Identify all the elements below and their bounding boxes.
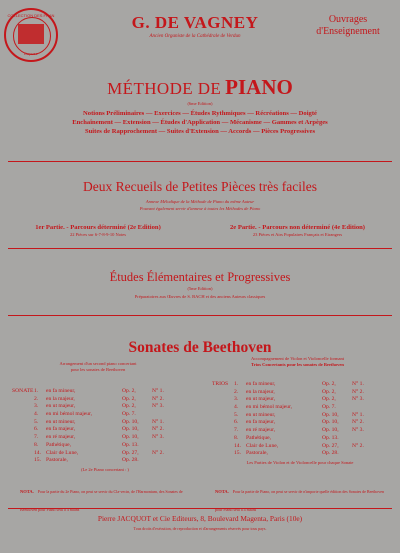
sonata-opus: Op. 2, [322,388,336,395]
sonata-opus: Op. 27, [122,449,139,456]
sonata-opus: Op. 2, [322,381,336,387]
sonata-row [34,396,189,404]
sonata-number: 6. [34,426,39,433]
part-2 [200,224,395,238]
sonata-number: 8. [234,434,239,441]
sonata-opus-number: N° 2. [152,426,164,433]
sonata-key: en la majeur, [246,388,275,395]
sonate-label: SONATE [12,388,34,394]
part-2-title: 2e Partie. - Parcours non déterminé (4e Edition) [229,224,366,231]
recueils-title: Deux Recueils de Petites Pièces très faciles [83,179,317,194]
sonata-opus: Op. 10, [122,434,139,441]
sonata-key: en ut mineur, [246,411,276,418]
sonata-opus: Op. 10, [322,411,339,418]
sonata-opus: Op. 2, [322,396,336,403]
right-intro-line-2: Trios Concertants pour les sonates de Beethoven [251,361,344,367]
series-line-2: d'Enseignement [316,26,380,37]
sonata-key: en mi bémol majeur, [46,411,93,418]
recueils-note-2: Pouvant également servir d'annexe à toutes les Méthodes de Piano [139,206,261,211]
right-nota [215,480,390,516]
right-nota-label: NOTA. [215,489,229,494]
methode-edition: (6me Edition) [187,101,213,106]
sonata-opus-number: N° 3. [152,434,164,441]
seal-emblem-icon [18,24,44,44]
sonata-opus: Op. 10, [122,418,139,425]
sonata-opus: Op. 2, [122,395,136,402]
sonata-opus-number: N° 2. [152,395,164,402]
etudes-edition: (5me Edition) [187,286,213,291]
author-name: G. DE VAGNEY [131,13,259,32]
sonata-row [234,427,389,435]
topics-line-1: Notions Préliminaires — Exercices — Études Rythmiques — Récréations — Doigté [83,110,317,117]
sonata-row [234,450,389,458]
sonata-key: Pathétique, [46,441,72,448]
sonata-number: 4. [34,411,39,418]
sonata-opus: Op. 13. [122,441,139,448]
sonata-opus-number: N° 1. [152,418,164,425]
sonata-number: 14. [34,449,41,456]
seal-bottom-text: Depose [24,51,38,56]
sonata-opus-number: N° 2. [352,388,364,395]
sonata-row [234,396,389,404]
sonata-opus-number: N° 2. [152,449,164,456]
sonata-row [234,443,389,451]
sonata-opus: Op. 2, [122,403,136,410]
sonata-number: 5. [234,411,239,418]
sonata-opus-number: N° 1. [352,381,364,387]
sonata-row [234,381,389,389]
sonata-key: en fa majeur, [246,419,276,426]
etudes-title: Études Élémentaires et Progressives [109,270,291,284]
divider-2 [8,248,392,249]
sonata-number: 7. [34,434,39,441]
sonata-row [234,404,389,412]
sonata-opus: Op. 7. [322,404,336,411]
sonata-opus-number: N° 3. [152,403,164,410]
sonata-opus: Op. 10, [322,419,339,426]
right-extra: Les Parties de Violon et de Violoncelle pour chaque Sonate [246,460,354,465]
sonata-number: 6. [234,419,239,426]
sonata-number: 1. [34,388,39,394]
sonata-key: Pastorale, [46,457,68,464]
sonata-number: 14. [234,442,241,449]
sonata-opus: Op. 28. [122,457,139,464]
sonata-row [34,388,189,396]
sonates-title: Sonates de Beethoven [128,339,272,356]
trios-label: TRIOS [212,381,229,387]
sonata-row [34,457,189,465]
sonata-opus: Op. 2, [122,388,136,394]
sonata-row [34,403,189,411]
part-1-subtitle: 22 Pièces sur 6-7-8-9-10 Notes [70,232,126,237]
part-2-subtitle: 23 Pièces et Airs Populaires Français et Etrangers [252,232,343,237]
methode-prefix: MÉTHODE DE [107,79,222,98]
sonata-key: en ré majeur, [46,434,76,441]
sonata-row [234,419,389,427]
publisher-seal [4,8,58,62]
sonata-key: Pathétique, [246,434,272,441]
right-intro-line-1: Accompagnement de Violon et Violoncelle formant [251,356,344,361]
left-intro [8,361,188,372]
header [95,14,295,40]
author-subtitle: Ancien Organiste de la Cathédrale de Verdun [149,34,241,39]
sonata-opus-number: N° 3. [352,396,364,403]
series-line-1: Ouvrages [328,14,368,25]
sonata-number: 7. [234,427,239,434]
sonata-key: en fa mineur, [46,388,76,394]
etudes-note: Préparatoires aux Œuvres de S. BACH et des anciens Auteurs classiques [134,294,266,299]
series-title [298,14,398,38]
divider-4 [8,508,392,509]
sonata-key: en fa mineur, [246,381,276,387]
sonata-number: 2. [234,388,239,395]
sonata-key: en ut majeur, [246,396,276,403]
sonata-key: en ut mineur, [46,418,76,425]
left-extra: (Le 2e Piano concertant : ) [81,467,129,472]
right-nota-text: Pour la partie de Piano, on peut se servir de n'importe quelle édition des Sonates de Beethoven pour Piano seul à 4 mains [215,489,385,512]
sonata-opus: Op. 28. [322,450,339,457]
sonata-row [234,435,389,443]
publisher: Pierre JACQUOT et Cie Editeurs, 8, Boulevard Magenta, Paris (10e) [97,514,303,523]
sonata-key: en mi bémol majeur, [246,404,293,411]
sonata-row [34,426,189,434]
sonata-key: en ré majeur, [246,427,276,434]
topics-line-3: Suites de Rapprochement — Suites d'Extension — Accords — Pièces Progressives [84,128,316,135]
divider-3 [8,315,392,316]
sonata-opus: Op. 10, [322,427,339,434]
seal-top-text: COLLECTION DES FRAN [7,13,55,18]
sonata-row [34,434,189,442]
divider-1 [8,161,392,162]
sonata-key: en ut majeur, [46,403,76,410]
sonata-opus: Op. 27, [322,442,339,449]
left-intro-line-1: Arrangement d'un second piano concertant [59,361,137,366]
sonata-opus-number: N° 3. [352,427,364,434]
sonata-number: 8. [34,441,39,448]
left-nota-text: Pour la partie du 2e Piano, on peut se servir du Cla-vecin, de l'Harmonium, des Sonates de Beethoven pour Piano seul à 4 mains [20,489,183,512]
right-intro [200,356,395,367]
sonata-number: 3. [34,403,39,410]
sonata-key: en la majeur, [46,395,75,402]
sonata-number: 4. [234,404,239,411]
methode-main: PIANO [225,75,293,99]
sonata-row [34,411,189,419]
left-nota-label: NOTA. [20,489,34,494]
part-1-title: 1er Partie. - Parcours déterminé (2e Edition) [35,224,161,231]
rights-notice: Tous droits d'exécution, de reproduction et d'arrangements réservés pour tous pays. [133,526,267,531]
part-1 [8,224,188,238]
sonata-opus-number: N° 1. [152,388,164,394]
sonata-number: 15. [34,457,41,464]
sonata-number: 2. [34,395,39,402]
sonata-key: Pastorale, [246,450,268,457]
sonata-number: 1. [234,381,239,387]
sonata-opus: Op. 10, [122,426,139,433]
recueils-note-1: Annexe Mélodique de la Méthode de Piano du même Auteur [145,199,255,204]
sonata-key: Clair de Lune, [46,449,79,456]
methode-title [60,75,340,100]
sonata-row [234,389,389,397]
sonata-key: en fa majeur, [46,426,76,433]
sonata-opus: Op. 7. [122,411,136,418]
left-nota [20,480,190,516]
sonata-row [34,450,189,458]
sonata-number: 5. [34,418,39,425]
left-intro-line-2: pour les sonates de Beethoven [70,366,126,372]
sonata-number: 15. [234,450,241,457]
sonata-opus: Op. 13. [322,434,339,441]
topics-line-2: Enchaînement — Extension — Études d'Application — Mécanisme — Gammes et Arpèges [72,119,328,126]
sonata-row [34,442,189,450]
sonata-key: Clair de Lune, [246,442,279,449]
sonata-opus-number: N° 1. [352,411,364,418]
sonata-number: 3. [234,396,239,403]
methode-topics [10,109,390,136]
sonata-opus-number: N° 2. [352,419,364,426]
sonata-opus-number: N° 2. [352,442,364,449]
